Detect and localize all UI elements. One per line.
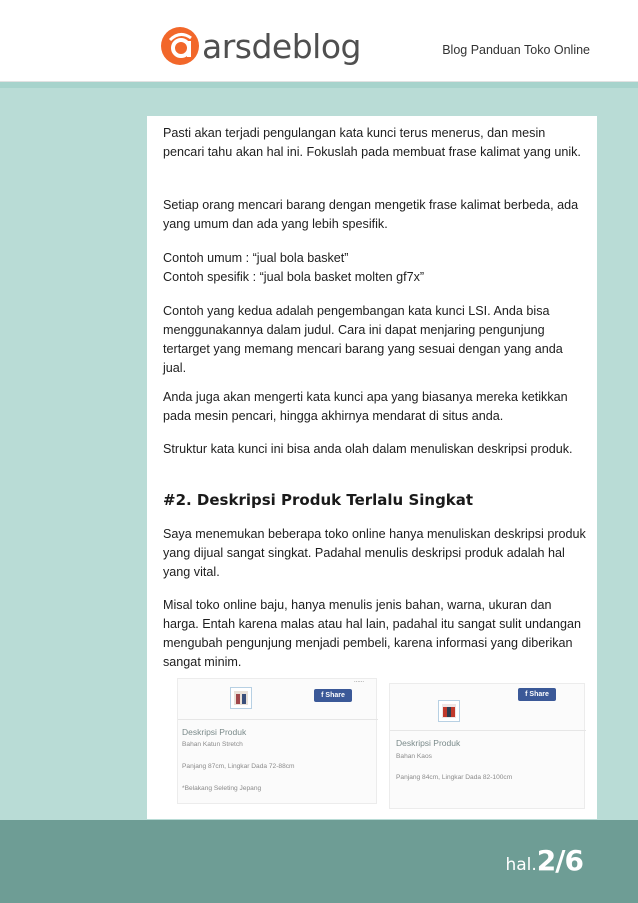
site-tagline: Blog Panduan Toko Online [442, 43, 590, 57]
header-divider [0, 82, 638, 88]
example-general: Contoh umum : “jual bola basket” [163, 251, 349, 265]
section-heading: #2. Deskripsi Produk Terlalu Singkat [163, 491, 474, 509]
example-specific: Contoh spesifik : “jual bola basket molten gf7x” [163, 270, 425, 284]
description-material: Bahan Katun Stretch [182, 741, 243, 748]
page-footer [0, 820, 638, 903]
brand-logo[interactable] [160, 26, 361, 66]
product-thumbnail [230, 687, 252, 709]
page-header [0, 0, 638, 82]
page-number [505, 844, 583, 877]
clothing-image-icon [234, 691, 248, 705]
page-value: 2/6 [536, 844, 583, 877]
product-description-screenshot-right [389, 683, 585, 809]
description-size: Panjang 84cm, Lingkar Dada 82-100cm [396, 774, 513, 781]
description-material: Bahan Kaos [396, 753, 432, 760]
paragraph-search-phrases: Setiap orang mencari barang dengan mengetik frase kalimat berbeda, ada yang umum dan ada yang lebih spesifik. [163, 198, 579, 231]
paragraph-search-terms: Anda juga akan mengerti kata kunci apa yang biasanya mereka ketikkan pada mesin pencari, hingga akhirnya mendarat di situs anda. [163, 390, 568, 423]
facebook-share-button[interactable]: f Share [518, 688, 556, 701]
paragraph-short-descriptions: Saya menemukan beberapa toko online hanya menuliskan deskripsi produk yang dijual sangat singkat. Padahal menulis deskripsi produk adalah hal yang vital. [163, 527, 586, 579]
divider [178, 719, 378, 720]
article-page [147, 116, 597, 819]
paragraph-keyword-structure: Struktur kata kunci ini bisa anda olah dalam menuliskan deskripsi produk. [163, 442, 573, 456]
paragraph-lsi-keywords: Contoh yang kedua adalah pengembangan kata kunci LSI. Anda bisa menggunakannya dalam judul. Cara ini dapat menjaring pengunjung tertarget yang memang mencari barang yang sesuai dengan yang anda jual. [163, 304, 563, 375]
product-description-screenshot-left [177, 678, 377, 804]
brand-name: arsdeblog [202, 26, 361, 66]
product-thumbnail [438, 700, 460, 722]
description-title: Deskripsi Produk [182, 727, 247, 737]
divider [390, 730, 586, 731]
description-title: Deskripsi Produk [396, 738, 461, 748]
clothing-image-icon [442, 704, 456, 718]
page-prefix: hal. [505, 855, 537, 875]
facebook-share-button[interactable]: f Share [314, 689, 352, 702]
paragraph-keyword-repetition: Pasti akan terjadi pengulangan kata kunci terus menerus, dan mesin pencari tahu akan hal ini. Fokuslah pada membuat frase kalimat yang unik. [163, 126, 581, 159]
description-size: Panjang 87cm, Lingkar Dada 72-88cm [182, 763, 295, 770]
paragraph-clothing-example: Misal toko online baju, hanya menulis jenis bahan, warna, ukuran dan harga. Entah karena malas atau hal lain, padahal itu sangat sulit undangan mengubah pengunjung menjadi pembeli, karena informasi yang diberikan sangat minim. [163, 598, 581, 669]
description-note: *Belakang Seleting Jepang [182, 785, 262, 792]
cropped-text: ...... [354, 678, 365, 684]
arsdeblog-logo-icon [160, 26, 200, 66]
